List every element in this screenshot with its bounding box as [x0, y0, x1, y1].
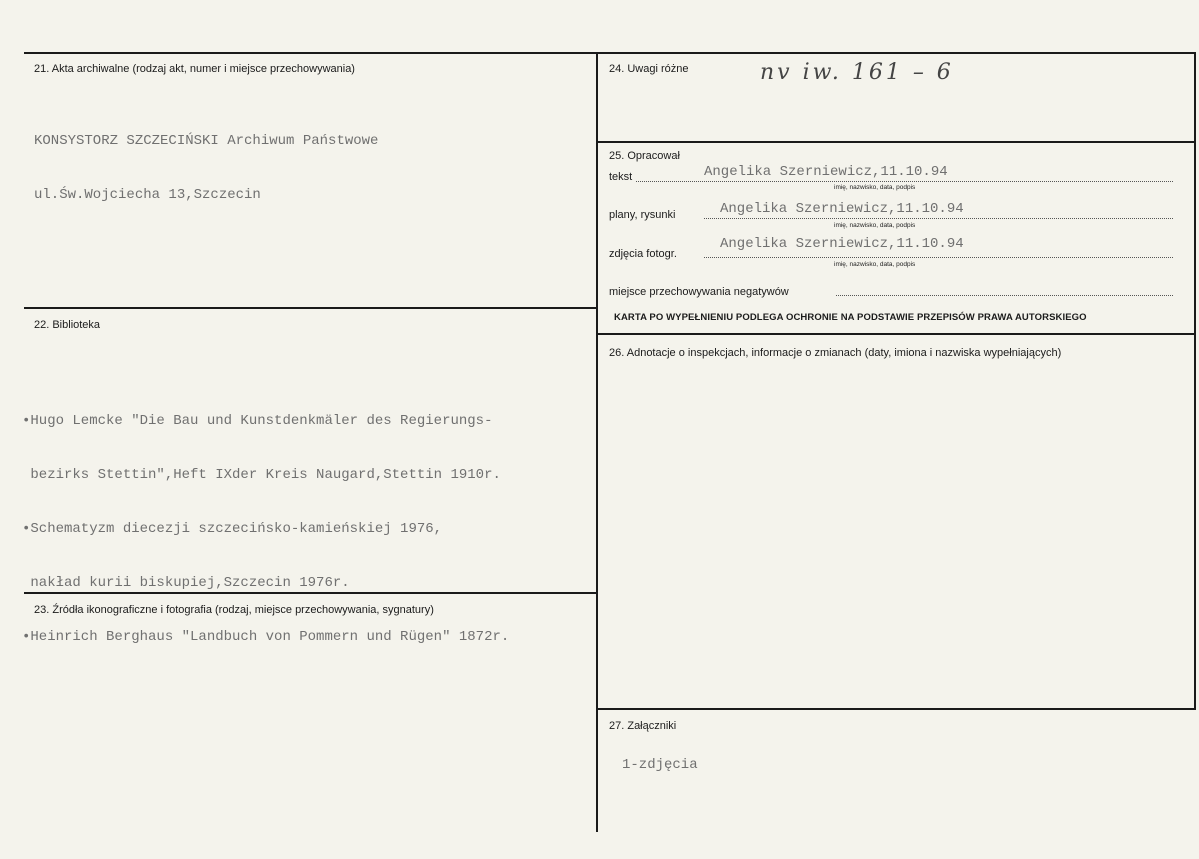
plany-caption: imię, nazwisko, data, podpis [834, 222, 916, 229]
negatives-location-label: miejsce przechowywania negatywów [609, 286, 789, 298]
divider-25-26 [597, 333, 1196, 335]
zdjecia-label: zdjęcia fotogr. [609, 248, 677, 260]
section-24-label: 24. Uwagi różne [609, 63, 689, 75]
tekst-field-line [636, 181, 1173, 182]
zdjecia-caption: imię, nazwisko, data, podpis [834, 261, 916, 268]
bibliography-line: •Heinrich Berghaus "Landbuch von Pommern und Rügen" 1872r. [22, 629, 510, 645]
divider-24-25 [597, 141, 1196, 143]
section-25-label: 25. Opracował [609, 150, 680, 162]
center-divider-line [596, 52, 598, 832]
divider-26-27 [597, 708, 1196, 710]
divider-21-22 [24, 307, 597, 309]
bibliography-line: nakład kurii biskupiej,Szczecin 1976r. [22, 575, 350, 591]
bibliography-line: bezirks Stettin",Heft IXder Kreis Naugard,Stettin 1910r. [22, 467, 501, 483]
plany-field-line [704, 218, 1173, 219]
handwritten-inventory-note: nv iw. 161 – 6 [760, 60, 954, 85]
section-21-label: 21. Akta archiwalne (rodzaj akt, numer i miejsce przechowywania) [34, 63, 355, 75]
section-22-label: 22. Biblioteka [34, 319, 101, 331]
archive-line: KONSYSTORZ SZCZECIŃSKI Archiwum Państwowe [34, 133, 379, 149]
attachments-value: 1-zdjęcia [622, 757, 698, 773]
zdjecia-field-line [704, 257, 1173, 258]
plany-author-value: Angelika Szerniewicz,11.10.94 [720, 201, 964, 217]
bibliography-line: •Schematyzm diecezji szczecińsko-kamieńskiej 1976, [22, 521, 443, 537]
archive-line: ul.Św.Wojciecha 13,Szczecin [34, 187, 261, 203]
bibliography-line: •Hugo Lemcke "Die Bau und Kunstdenkmäler des Regierungs- [22, 413, 493, 429]
negatives-field-line [836, 295, 1173, 296]
top-border-line [24, 52, 1196, 54]
right-border-line [1194, 52, 1196, 709]
section-23-label: 23. Źródła ikonograficzne i fotografia (rodzaj, miejsce przechowywania, sygnatury) [34, 604, 434, 616]
zdjecia-author-value: Angelika Szerniewicz,11.10.94 [720, 236, 964, 252]
plany-label: plany, rysunki [609, 209, 676, 221]
archive-record-text [34, 96, 378, 222]
tekst-label: tekst [609, 171, 633, 183]
section-26-label: 26. Adnotacje o inspekcjach, informacje o zmianach (daty, imiona i nazwiska wypełniających) [609, 347, 1062, 359]
tekst-caption: imię, nazwisko, data, podpis [834, 184, 916, 191]
copyright-notice: KARTA PO WYPEŁNIENIU PODLEGA OCHRONIE NA PODSTAWIE PRZEPISÓW PRAWA AUTORSKIEGO [614, 312, 1087, 323]
tekst-author-value: Angelika Szerniewicz,11.10.94 [704, 164, 948, 180]
bibliography-text [22, 376, 509, 664]
section-27-label: 27. Załączniki [609, 720, 677, 732]
